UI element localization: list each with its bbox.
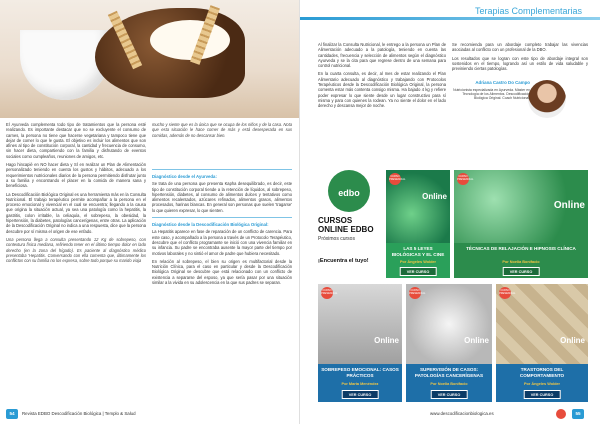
- dessert-photo: [0, 0, 300, 118]
- course-author: Por Marta Menéndez: [341, 381, 379, 386]
- logo-small: o: [354, 188, 360, 198]
- course-author: Por Noelia Bonifacio: [502, 259, 540, 264]
- left-column-1: [6, 122, 146, 404]
- online-label: Online: [464, 336, 489, 345]
- course-author: Por Noelia Bonifacio: [430, 381, 468, 386]
- course-card[interactable]: [386, 170, 450, 278]
- course-title: LAS 5 LEYES BIOLÓGICAS Y EL CINE: [386, 243, 450, 278]
- ver-curso-button[interactable]: VER CURSO: [524, 390, 561, 399]
- header-line: [300, 17, 600, 20]
- new-badge: CURSO PRESENCIAL: [457, 173, 469, 185]
- new-badge: CURSO PRESENCIAL: [389, 173, 401, 185]
- right-column-1: [318, 42, 446, 137]
- online-label: Online: [422, 192, 447, 201]
- course-author: Por Ángeles Wolder: [523, 381, 560, 386]
- course-title: SUPERVISIÓN DE CASOS: PATOLOGÍAS CANCERÍGENAS: [414, 367, 484, 378]
- paragraph: En la cuarta consulta, es decir, al mes de estar realizando el Plan Alimentario adecuado al diagnóstico y trabajando con Protocolos Terapéuticos desde la Descodificación Biológica Original, la persona comenta estar más contenta consigo misma. Ha bajado 4 kg y refiere poder expresar lo que siente desde un lugar constructivo para sí misma y para con quienes la rodean. Ya no siente el dolor en el lado derecho y descansa mejor de noche.: [318, 71, 446, 109]
- course-title: TÉCNICAS DE RELAJACIÓN E HIPNOSIS CLÍNICA: [454, 243, 588, 278]
- ver-curso-button[interactable]: VER CURSO: [342, 390, 379, 399]
- encuentra-tuyo: ¡Encuentra el tuyo!: [318, 258, 369, 264]
- cursos-online-title: CURSOS ONLINE EDBO: [318, 216, 374, 234]
- ayurveda-diagnosis-title: Diagnóstico desde el Ayurveda:: [152, 174, 217, 179]
- paragraph: mucho y siente que es la única que se ocupa de los niños y de la casa. Nota que esta situación le hace comer de más y está desesperada en sus comidas, además de no descansar bien.: [152, 122, 292, 138]
- paragraph: Se trata de una persona que presenta Kapha desequilibrado, es decir, este tipo de constitución corporal tiende a la retención de líquidos, al sobrepeso, hipertensión, diabetes, al consumo de alimentos dulces y tentativos como alimentos recalentados, azúcares refinados, alimentos grasos, alimentos procesados, harinas blancas. En general son personas que suelen 'tragarse' lo que quieren expresar, lo que sienten.: [152, 181, 292, 213]
- paragraph: Los resultados que se logran con este tipo de abordaje integral son sostenidos en el tiempo, logrando así un estilo de vida saludable y previniendo ciertas patologías.: [452, 55, 588, 72]
- paragraph: El Ayurveda complementa todo tipo de tratamientos que la persona esté realizando. Es importante destacar que no se excluyente el consumo de carnes, la persona no tiene que hacerse vegetariana y tampoco tiene que dejar de comer lo que le gusta. El objetivo es incluir los alimentos que son afines al tipo de constitución corporal, la cantidad y frecuencia de consumo, sin hacer dieta, compartiendo con la familia y disfrutando de eventos sociales como cumpleaños, reuniones de amigos, etc.: [6, 122, 146, 159]
- paragraph: La Hepatitis aparece en fase de reparación de un conflicto de carencia. Para este caso, y acompañado a la persona a través de un Protocolo Terapéutico, descubre que el conflicto programante se inició con una vivencia familiar en su infancia. Su padre se encontraba ausente la mayor parte del tiempo por motivos laborales y no sintió el amor de padre que hubiera necesitado.: [152, 229, 292, 256]
- divider: [152, 169, 292, 170]
- course-card[interactable]: [496, 284, 588, 402]
- paragraph: Al finalizar la Consulta Nutricional, le entrego a la persona un Plan de Alimentación adecuado a la patología, teniendo en cuenta las cantidades, frecuencia y selección de alimentos según el diagnóstico Ayurveda y se la cita para que regrese dentro de una semana para control nutricional.: [318, 42, 446, 69]
- footer-right[interactable]: www.descodificacionbiologica.es: [430, 411, 494, 416]
- new-badge: CURSO PRESENCIAL: [409, 287, 421, 299]
- author-description: Nutricionista especializada en Ayurveda. Máster en Tecnología de los Alimentos. Descodificación Biológica Original. Coach Nutricional.: [453, 88, 530, 101]
- case-paragraph: Una persona llega a consulta presentando 12 Kg de sobrepeso, con contextura física mediana, refiriendo tener en el último tiempo dolor en lado derecho (en la zona del hígado). Es paciente al diagnóstico médico presentaba 'Hepatitis. Conversando con ella comenta que, últimamente los conflictos con su familia no los expresa, sobre todo porque su marido viaja: [6, 236, 146, 264]
- paragraph: La Descodificación Biológica Original es una herramienta más en la Consulta Nutricional. El trabajo terapéutico permite acompañar a la persona en el proceso emocional y vivencial en el cual se encuentra; llegando a la causa que origina la situación actual, ya sea una patología como la hepatitis, la gastritis, colon irritable, la celiaquía, el sobrepeso, la obesidad, la hipertensión, la diabetes, patologías cancerígenas, entre otras. La aplicación de la Descodificación Original no indica a una respuesta, dice que la persona descubre por sí misma el origen de ese enfado.: [6, 191, 146, 234]
- dbo-diagnosis-title: Diagnóstico desde la Descodificación Biológica Original:: [152, 222, 269, 228]
- course-card[interactable]: [318, 284, 402, 402]
- left-column-2: [152, 165, 292, 407]
- ver-curso-button[interactable]: VER CURSO: [400, 267, 437, 276]
- plus-icon: [556, 409, 566, 419]
- ver-curso-button[interactable]: VER CURSO: [431, 390, 468, 399]
- course-title: TRASTORNOS DEL COMPORTAMIENTO: [519, 367, 565, 378]
- page-number: 55: [572, 409, 584, 419]
- course-card[interactable]: [406, 284, 492, 402]
- new-badge: CURSO PRESENCIAL: [499, 287, 511, 299]
- right-column-2: [452, 42, 588, 78]
- author-avatar: [528, 80, 566, 118]
- left-column-2-top: [152, 122, 292, 162]
- section-title: Terapias Complementarias: [474, 6, 582, 16]
- page-number: 54: [6, 409, 18, 419]
- proximos-cursos: Próximos cursos: [318, 236, 355, 242]
- online-label: Online: [560, 336, 585, 345]
- cream-shape: [150, 20, 230, 60]
- course-title: SOBREPESO EMOCIONAL: CASOS PRÁCTICOS: [321, 367, 399, 378]
- logo-letters: edb: [338, 188, 355, 198]
- edbo-logo: [328, 170, 370, 212]
- divider: [152, 217, 292, 218]
- new-badge: CURSO PRESENCIAL: [321, 287, 333, 299]
- ver-curso-button[interactable]: VER CURSO: [503, 267, 540, 276]
- edbo-brand-block: [318, 170, 382, 278]
- footer-left: Revista EDBO Descodificación Biológica | Templo & Salud: [22, 411, 136, 416]
- course-author: Por Ángeles Wolder: [399, 259, 436, 264]
- paragraph: En relación al sobrepeso, el bien su origen es multifactorial desde la Nutrición Clínica, para el caso en particular y desde la Descodificación Biológica Original se descubre que está relacionado con un conflicto de existencia a separarse del esposo, ya que sería pasar por una situación similar a la vivida en su adolescencia en la que sus padres se separan.: [152, 258, 292, 286]
- course-card[interactable]: [454, 170, 588, 278]
- paragraph: Hago hincapié en NO hacer dieta y SÍ en realizar un Plan de Alimentación personalizado teniendo en cuenta los gustos y hábitos, adecuado a los requerimientos nutricionales diarios de la persona permitiendo disfrutar junto a su familia y encontrando el placer en la comida de manera sana y beneficiosa.: [6, 162, 146, 189]
- author-name: Adriana Castro Do Campo: [475, 80, 530, 85]
- online-label: Online: [374, 336, 399, 345]
- paragraph: Se recomienda para un abordaje completo trabajar las vivencias asociadas al conflicto con un profesional de la DBO.: [452, 42, 588, 53]
- online-label: Online: [553, 200, 585, 211]
